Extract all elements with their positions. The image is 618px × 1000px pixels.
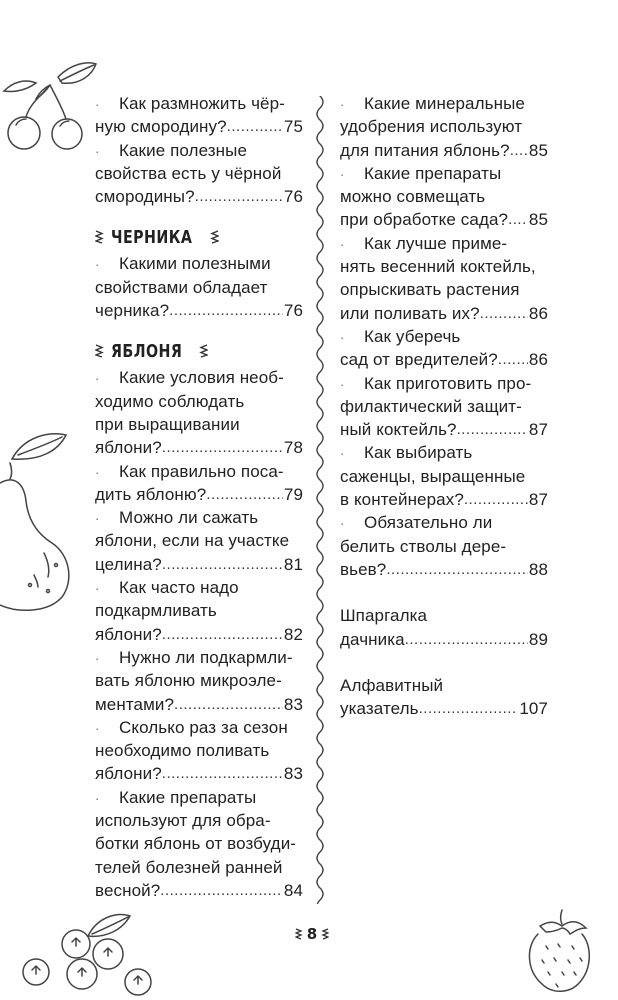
toc-entry-line	[95, 529, 303, 552]
toc-entry-line	[95, 832, 303, 855]
toc-page-ref: 85	[528, 210, 548, 230]
dot-leader	[498, 348, 528, 371]
toc-entry-text: телей болезней ранней	[95, 857, 283, 877]
toc-entry-text: Какими полезными	[119, 254, 271, 274]
dot-leader	[162, 553, 283, 576]
toc-entry-last-line	[95, 623, 303, 646]
toc-entry-text: ный коктейль?	[340, 420, 457, 440]
toc-entry-line	[95, 252, 303, 275]
cherry-icon	[0, 55, 100, 167]
toc-entry-line	[95, 460, 303, 483]
toc-entry-text: Как лучше приме-	[364, 233, 508, 253]
toc-entry-text: или поливать их?	[340, 303, 480, 323]
toc-entry-line	[95, 599, 303, 622]
ornament-left-icon	[95, 230, 104, 244]
toc-entry-line	[340, 325, 548, 348]
toc-entry-text: саженцы, выращенные	[340, 466, 526, 486]
toc-right-column	[340, 92, 548, 720]
toc-entry-last-line	[340, 348, 548, 371]
toc-page-ref: 87	[528, 490, 548, 510]
toc-entry-text: нять весенний коктейль,	[340, 257, 536, 277]
ornament-right-icon	[321, 928, 329, 940]
toc-entry-last-line	[95, 553, 303, 576]
toc-spacer	[340, 581, 548, 604]
toc-entry-text: яблони?	[95, 624, 162, 644]
toc-entry-last-line	[95, 185, 303, 208]
dot-leader	[480, 302, 528, 325]
toc-entry-last-line	[95, 879, 303, 902]
toc-entry-text: Обязательно ли	[364, 513, 493, 533]
toc-entry-line	[95, 92, 303, 115]
toc-entry-last-line	[340, 302, 548, 325]
bullet-icon: ·	[340, 376, 345, 392]
toc-entry-text: ботки яблонь от возбуди-	[95, 834, 297, 854]
toc-entry-text: Какие минеральные	[364, 94, 525, 113]
toc-page-ref: 79	[283, 484, 303, 504]
toc-entry-line	[95, 139, 303, 162]
bullet-icon: ·	[95, 371, 100, 387]
toc-entry-text: Как правильно поса-	[119, 461, 284, 481]
toc-entry-text: при выращивании	[95, 414, 240, 434]
toc-entry-line	[95, 739, 303, 762]
bullet-icon: ·	[340, 97, 345, 112]
ornament-left-icon	[295, 928, 303, 940]
toc-page-ref: 75	[283, 117, 303, 137]
toc-entry-text: можно совмещать	[340, 187, 486, 207]
toc-entry-last-line	[340, 488, 548, 511]
pear-icon	[0, 425, 82, 615]
toc-entry-last-line	[340, 558, 548, 581]
toc-entry-text: свойствами обладает	[95, 277, 268, 297]
bullet-icon: ·	[95, 464, 100, 480]
toc-page-ref: 81	[283, 554, 303, 574]
toc-entry-line	[340, 162, 548, 185]
toc-entry-text: дачника	[340, 629, 405, 649]
toc-page-ref: 83	[283, 764, 303, 784]
toc-entry-line	[340, 395, 548, 418]
toc-page-ref: 85	[528, 140, 548, 160]
toc-entry-line	[95, 669, 303, 692]
toc-entry-text: Какие препараты	[119, 787, 257, 807]
toc-entry-last-line	[340, 418, 548, 441]
dot-leader	[227, 115, 283, 138]
toc-entry-text: яблони?	[95, 438, 162, 458]
toc-entry-last-line	[95, 115, 303, 138]
toc-entry-text: Какие препараты	[364, 163, 502, 183]
toc-entry-last-line	[95, 693, 303, 716]
toc-section-heading	[95, 226, 303, 248]
toc-entry-text: опрыскивать растения	[340, 280, 520, 300]
toc-entry-text: яблони?	[95, 764, 162, 784]
dot-leader	[162, 436, 283, 459]
toc-entry-text: подкармливать	[95, 601, 217, 621]
toc-entry-line	[95, 576, 303, 599]
toc-entry-text: Как уберечь	[364, 326, 461, 346]
toc-left-column	[95, 92, 303, 902]
toc-entry-text: необходимо поливать	[95, 741, 270, 761]
dot-leader	[464, 488, 528, 511]
dot-leader	[195, 185, 283, 208]
toc-page-ref: 84	[283, 880, 303, 900]
toc-entry-last-line	[340, 697, 548, 720]
toc-page-ref: 86	[528, 350, 548, 370]
ornament-right-icon	[210, 230, 219, 244]
dot-leader	[386, 558, 528, 581]
toc-entry-text: филактический защит-	[340, 396, 522, 416]
dot-leader	[162, 762, 283, 785]
toc-entry-text: смородины?	[95, 187, 195, 207]
toc-entry-text: Шпаргалка	[340, 606, 428, 626]
toc-page-ref: 87	[528, 420, 548, 440]
toc-entry-line	[340, 115, 548, 138]
strawberry-icon	[520, 906, 596, 996]
bullet-icon: ·	[340, 329, 345, 345]
toc-entry-line	[340, 232, 548, 255]
bullet-icon: ·	[95, 511, 100, 527]
toc-entry-line	[95, 276, 303, 299]
dot-leader	[174, 693, 283, 716]
toc-page-ref: 78	[283, 438, 303, 458]
toc-entry-line	[340, 674, 548, 697]
toc-entry-line	[95, 390, 303, 413]
dot-leader	[206, 483, 283, 506]
toc-page-ref: 76	[283, 187, 303, 207]
toc-page-ref: 83	[283, 694, 303, 714]
toc-entry-text: Как выбирать	[364, 443, 473, 463]
page-number-label: 8	[306, 925, 318, 943]
ornament-right-icon	[199, 344, 208, 358]
toc-entry-text: яблони, если на участке	[95, 531, 290, 551]
bullet-icon: ·	[95, 97, 100, 112]
bullet-icon: ·	[95, 790, 100, 806]
dot-leader	[457, 418, 528, 441]
toc-entry-line	[95, 506, 303, 529]
toc-entry-text: вьев?	[340, 559, 387, 579]
toc-spacer	[340, 651, 548, 674]
dot-leader	[510, 139, 528, 162]
toc-entry-text: свойства есть у чёрной	[95, 163, 282, 183]
page-number	[292, 922, 332, 946]
dot-leader	[162, 623, 283, 646]
blueberry-icon	[10, 908, 170, 1000]
toc-entry-line	[95, 786, 303, 809]
toc-entry-text: ходимо соблюдать	[95, 391, 245, 411]
bullet-icon: ·	[95, 143, 100, 159]
toc-entry-line	[340, 604, 548, 627]
toc-entry-text: Какие полезные	[119, 140, 248, 160]
toc-entry-text: дить яблоню?	[95, 484, 207, 504]
toc-entry-text: при обработке сада?	[340, 210, 509, 230]
toc-entry-line	[95, 162, 303, 185]
bullet-icon: ·	[340, 516, 345, 532]
toc-entry-line	[340, 441, 548, 464]
toc-entry-line	[340, 278, 548, 301]
toc-page-ref: 76	[283, 301, 303, 321]
toc-entry-line	[95, 646, 303, 669]
toc-entry-line	[95, 366, 303, 389]
toc-entry-last-line	[95, 483, 303, 506]
section-title: ЯБЛОНЯ	[111, 340, 183, 362]
toc-entry-text: черника?	[95, 301, 170, 321]
toc-entry-text: в контейнерах?	[340, 490, 464, 510]
toc-entry-last-line	[95, 299, 303, 322]
dot-leader	[169, 299, 283, 322]
toc-entry-text: используют для обра-	[95, 811, 271, 831]
toc-entry-text: Нужно ли подкармли-	[119, 647, 293, 667]
toc-entry-text: вать яблоню микроэле-	[95, 671, 282, 691]
toc-entry-line	[95, 856, 303, 879]
bullet-icon: ·	[340, 166, 345, 182]
toc-page-ref: 86	[528, 303, 548, 323]
dot-leader	[405, 628, 528, 651]
toc-entry-line	[340, 465, 548, 488]
toc-entry-text: Алфавитный	[340, 675, 444, 695]
toc-entry-line	[340, 185, 548, 208]
toc-entry-text: ную смородину?	[95, 117, 227, 137]
toc-entry-text: Как приготовить про-	[364, 373, 532, 393]
dot-leader	[160, 879, 283, 902]
dot-leader	[419, 697, 519, 720]
bullet-icon: ·	[95, 581, 100, 597]
toc-section-heading	[95, 340, 303, 362]
bullet-icon: ·	[95, 257, 100, 273]
toc-entry-line	[95, 413, 303, 436]
bullet-icon: ·	[340, 236, 345, 252]
toc-entry-text: для питания яблонь?	[340, 140, 510, 160]
toc-entry-line	[340, 535, 548, 558]
toc-entry-text: белить стволы дере-	[340, 536, 507, 556]
toc-entry-text: Можно ли сажать	[119, 508, 259, 528]
toc-entry-text: ментами?	[95, 694, 175, 714]
bullet-icon: ·	[340, 446, 345, 462]
bullet-icon: ·	[95, 720, 100, 736]
toc-page-ref: 88	[528, 559, 548, 579]
toc-page-ref: 107	[519, 699, 548, 719]
toc-entry-text: Как часто надо	[119, 578, 239, 598]
toc-entry-line	[340, 92, 548, 115]
ornament-left-icon	[95, 344, 104, 358]
toc-entry-line	[95, 716, 303, 739]
toc-entry-line	[340, 511, 548, 534]
toc-page-ref: 82	[283, 624, 303, 644]
toc-entry-last-line	[340, 139, 548, 162]
toc-entry-line	[95, 809, 303, 832]
toc-entry-last-line	[340, 628, 548, 651]
bullet-icon: ·	[95, 650, 100, 666]
section-title: ЧЕРНИКА	[111, 226, 193, 248]
toc-entry-line	[340, 372, 548, 395]
toc-entry-text: Как размножить чёр-	[119, 94, 285, 113]
toc-entry-text: Сколько раз за сезон	[119, 717, 288, 737]
toc-entry-last-line	[340, 208, 548, 231]
toc-entry-text: сад от вредителей?	[340, 350, 498, 370]
toc-entry-text: Какие условия необ-	[119, 368, 284, 388]
column-divider	[312, 96, 328, 904]
toc-entry-line	[340, 255, 548, 278]
toc-entry-text: весной?	[95, 880, 161, 900]
toc-entry-text: удобрения используют	[340, 117, 523, 137]
toc-entry-text: целина?	[95, 554, 162, 574]
toc-page-ref: 89	[528, 629, 548, 649]
toc-entry-last-line	[95, 436, 303, 459]
dot-leader	[508, 208, 528, 231]
toc-entry-text: указатель	[340, 699, 419, 719]
toc-entry-last-line	[95, 762, 303, 785]
